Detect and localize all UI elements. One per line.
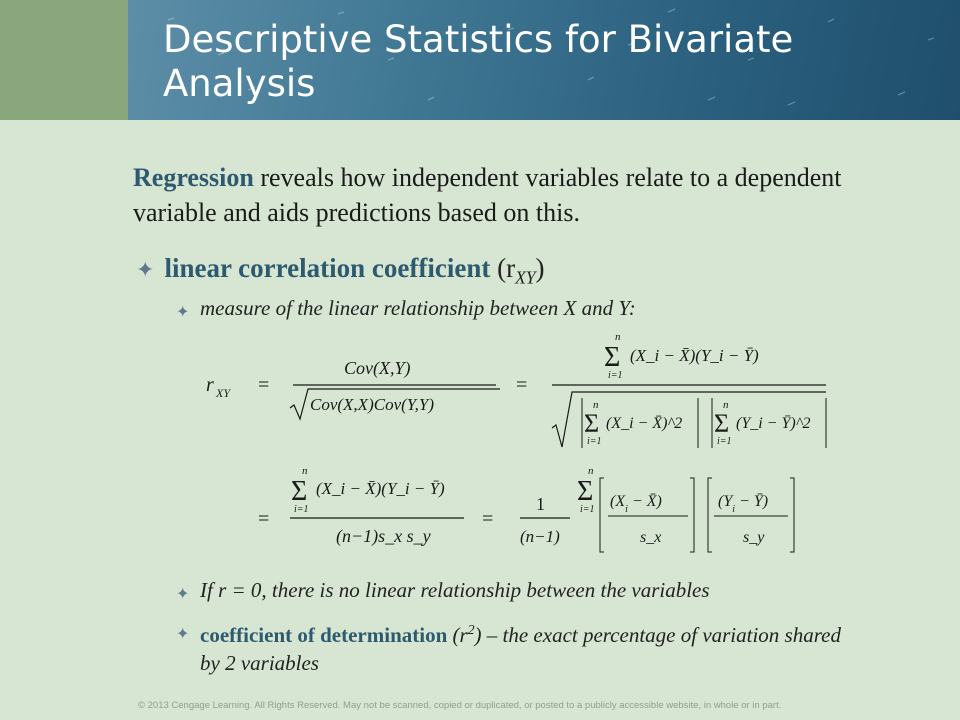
sum-top-1: n bbox=[615, 331, 621, 343]
formula-equals-3: = bbox=[258, 508, 270, 530]
sub-bullet-determination bbox=[176, 616, 856, 677]
x-deviation: ($X_i$ − X̄) bbox=[610, 493, 662, 515]
sub-bullet-measure-text: measure of the linear relationship between X and Y: bbox=[200, 296, 636, 320]
determination-paren-open: (r bbox=[447, 623, 468, 647]
s-x: s_x bbox=[640, 529, 662, 546]
y-variance-term: (Y_i − Ȳ)^2 bbox=[736, 415, 811, 432]
bullet-linear-correlation bbox=[136, 252, 545, 293]
sub-bullet-measure bbox=[176, 294, 856, 322]
cov-numerator: Cov(X,Y) bbox=[344, 358, 411, 378]
determination-sup: 2 bbox=[467, 622, 475, 637]
correlation-formulas bbox=[190, 328, 840, 573]
header-green-block bbox=[0, 0, 128, 120]
formula-lhs: r bbox=[206, 374, 214, 396]
sub-bullet-zero bbox=[176, 576, 856, 604]
bullet-paren-close: ) bbox=[535, 253, 545, 283]
sum-sign-1: Σ bbox=[604, 342, 621, 373]
star-bullet-icon: ✦ bbox=[176, 624, 190, 643]
copyright-footer: © 2013 Cengage Learning. All Rights Reserved. May not be scanned, copied or duplicated, or posted to a publicly accessible website, in whole or in part. bbox=[138, 700, 782, 711]
fraction-one: 1 bbox=[536, 494, 545, 514]
sum-sign-5: Σ bbox=[577, 476, 594, 507]
bullet-paren-open: (r bbox=[490, 253, 516, 283]
determination-paren-close: ) bbox=[474, 623, 482, 647]
bullet-bold-term: linear correlation coefficient bbox=[164, 253, 491, 283]
intro-text: reveals how independent variables relate to a dependent variable and aids predictions based on this. bbox=[133, 163, 842, 227]
sum-top-4: n bbox=[302, 465, 308, 477]
sum-top-2: n bbox=[593, 399, 599, 411]
star-bullet-icon: ✦ bbox=[176, 584, 190, 603]
sum-top-3: n bbox=[723, 399, 729, 411]
sum-bottom-4: i=1 bbox=[294, 504, 309, 515]
determination-bold: coefficient of determination bbox=[200, 623, 448, 647]
sum-top-5: n bbox=[588, 465, 594, 477]
intro-paragraph bbox=[133, 160, 853, 230]
slide-header bbox=[0, 0, 960, 120]
bullet-subscript: XY bbox=[515, 267, 536, 288]
x-variance-term: (X_i − X̄)^2 bbox=[606, 415, 683, 432]
regression-term: Regression bbox=[133, 163, 254, 192]
sum-sign-2: Σ bbox=[584, 409, 600, 438]
formula-equals-1: = bbox=[258, 374, 270, 396]
sub-bullet-zero-text: If r = 0, there is no linear relationship between the variables bbox=[200, 578, 710, 602]
formula-lhs-subscript: XY bbox=[216, 386, 231, 400]
formula-equals-2: = bbox=[516, 374, 528, 396]
star-bullet-icon: ✦ bbox=[176, 302, 190, 321]
sum-bottom-5: i=1 bbox=[580, 504, 595, 515]
fraction-n-minus-1: (n−1) bbox=[520, 527, 560, 546]
determination-rest: – the exact percentage of variation shared by 2 variables bbox=[200, 623, 841, 675]
cov-denominator: Cov(X,X)Cov(Y,Y) bbox=[310, 395, 435, 414]
numerator-product-2: (X_i − X̄)(Y_i − Ȳ) bbox=[316, 479, 445, 498]
sum-sign-4: Σ bbox=[291, 476, 308, 507]
sum-bottom-3: i=1 bbox=[717, 436, 732, 447]
y-deviation: ($Y_i$ − Ȳ) bbox=[718, 493, 769, 515]
star-bullet-icon: ✦ bbox=[136, 258, 155, 283]
slide-title: Descriptive Statistics for Bivariate Analysis bbox=[163, 18, 794, 105]
numerator-product: (X_i − X̄)(Y_i − Ȳ) bbox=[630, 346, 759, 365]
sub-bullet-determination-text bbox=[200, 616, 856, 677]
s-y: s_y bbox=[743, 529, 765, 546]
sum-bottom-1: i=1 bbox=[608, 370, 623, 381]
sum-sign-3: Σ bbox=[714, 409, 730, 438]
sum-bottom-2: i=1 bbox=[587, 436, 602, 447]
formula-equals-4: = bbox=[482, 508, 494, 530]
denominator-n-sx-sy: (n−1)s_x s_y bbox=[336, 526, 431, 546]
